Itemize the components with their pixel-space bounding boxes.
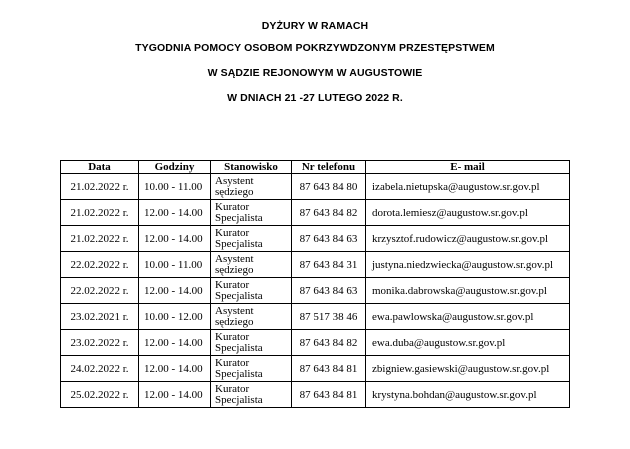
role-line-1: Asystent <box>215 304 254 317</box>
role-line-2: sędziego <box>215 185 254 198</box>
table-row <box>61 226 570 252</box>
role-line-2: Specjalista <box>215 289 263 302</box>
role-line-2: Specjalista <box>215 393 263 406</box>
table-row <box>61 174 570 200</box>
heading-line-3: W SĄDZIE REJONOWYM W AUGUSTOWIE <box>207 67 423 79</box>
cell-date: 21.02.2022 r. <box>61 200 139 226</box>
role-line-2: sędziego <box>215 263 254 276</box>
cell-email: krzysztof.rudowicz@augustow.sr.gov.pl <box>366 226 570 252</box>
role-line-1: Kurator <box>215 278 250 291</box>
role-line-2: sędziego <box>215 315 254 328</box>
cell-role <box>211 174 292 200</box>
duty-schedule-table <box>60 160 570 408</box>
role-line-1: Asystent <box>215 174 254 187</box>
cell-date: 23.02.2022 r. <box>61 330 139 356</box>
table-row <box>61 382 570 408</box>
role-line-1: Kurator <box>215 330 250 343</box>
header-email: E- mail <box>366 161 570 174</box>
cell-hours: 12.00 - 14.00 <box>139 200 211 226</box>
table-body <box>61 174 570 408</box>
cell-role <box>211 330 292 356</box>
table-row <box>61 278 570 304</box>
role-line-1: Asystent <box>215 252 254 265</box>
cell-phone: 87 643 84 81 <box>292 356 366 382</box>
role-line-2: Specjalista <box>215 237 263 250</box>
cell-date: 22.02.2022 r. <box>61 278 139 304</box>
cell-date: 25.02.2022 r. <box>61 382 139 408</box>
heading-line-1: DYŻURY W RAMACH <box>261 20 369 32</box>
cell-email: ewa.duba@augustow.sr.gov.pl <box>366 330 570 356</box>
table-row <box>61 200 570 226</box>
table-row <box>61 252 570 278</box>
header-phone: Nr telefonu <box>292 161 366 174</box>
table-row <box>61 304 570 330</box>
header-role: Stanowisko <box>211 161 292 174</box>
cell-date: 21.02.2022 r. <box>61 174 139 200</box>
cell-hours: 10.00 - 11.00 <box>139 252 211 278</box>
cell-hours: 10.00 - 12.00 <box>139 304 211 330</box>
cell-hours: 12.00 - 14.00 <box>139 226 211 252</box>
role-line-1: Kurator <box>215 200 250 213</box>
cell-email: monika.dabrowska@augustow.sr.gov.pl <box>366 278 570 304</box>
cell-role <box>211 226 292 252</box>
cell-phone: 87 643 84 63 <box>292 278 366 304</box>
cell-email: justyna.niedzwiecka@augustow.sr.gov.pl <box>366 252 570 278</box>
cell-phone: 87 643 84 82 <box>292 200 366 226</box>
role-line-1: Kurator <box>215 226 250 239</box>
cell-role <box>211 356 292 382</box>
role-line-2: Specjalista <box>215 367 263 380</box>
cell-role <box>211 200 292 226</box>
cell-hours: 12.00 - 14.00 <box>139 356 211 382</box>
table-row <box>61 356 570 382</box>
cell-email: zbigniew.gasiewski@augustow.sr.gov.pl <box>366 356 570 382</box>
header-hours: Godziny <box>139 161 211 174</box>
cell-date: 22.02.2022 r. <box>61 252 139 278</box>
cell-date: 24.02.2022 r. <box>61 356 139 382</box>
role-line-2: Specjalista <box>215 211 263 224</box>
cell-hours: 12.00 - 14.00 <box>139 330 211 356</box>
cell-phone: 87 643 84 80 <box>292 174 366 200</box>
cell-date: 23.02.2021 r. <box>61 304 139 330</box>
cell-hours: 12.00 - 14.00 <box>139 382 211 408</box>
cell-hours: 12.00 - 14.00 <box>139 278 211 304</box>
heading-line-2: TYGODNIA POMOCY OSOBOM POKRZYWDZONYM PRZESTĘPSTWEM <box>135 42 495 54</box>
cell-role <box>211 382 292 408</box>
cell-email: ewa.pawlowska@augustow.sr.gov.pl <box>366 304 570 330</box>
role-line-1: Kurator <box>215 382 250 395</box>
header-date: Data <box>61 161 139 174</box>
cell-role <box>211 278 292 304</box>
cell-phone: 87 643 84 31 <box>292 252 366 278</box>
cell-email: izabela.nietupska@augustow.sr.gov.pl <box>366 174 570 200</box>
role-line-1: Kurator <box>215 356 250 369</box>
cell-hours: 10.00 - 11.00 <box>139 174 211 200</box>
table-row <box>61 330 570 356</box>
heading-line-4: W DNIACH 21 -27 LUTEGO 2022 R. <box>227 92 403 104</box>
cell-email: krystyna.bohdan@augustow.sr.gov.pl <box>366 382 570 408</box>
cell-phone: 87 517 38 46 <box>292 304 366 330</box>
cell-phone: 87 643 84 81 <box>292 382 366 408</box>
table-header-row <box>61 161 570 174</box>
cell-email: dorota.lemiesz@augustow.sr.gov.pl <box>366 200 570 226</box>
cell-phone: 87 643 84 82 <box>292 330 366 356</box>
cell-phone: 87 643 84 63 <box>292 226 366 252</box>
role-line-2: Specjalista <box>215 341 263 354</box>
cell-date: 21.02.2022 r. <box>61 226 139 252</box>
cell-role <box>211 252 292 278</box>
cell-role <box>211 304 292 330</box>
